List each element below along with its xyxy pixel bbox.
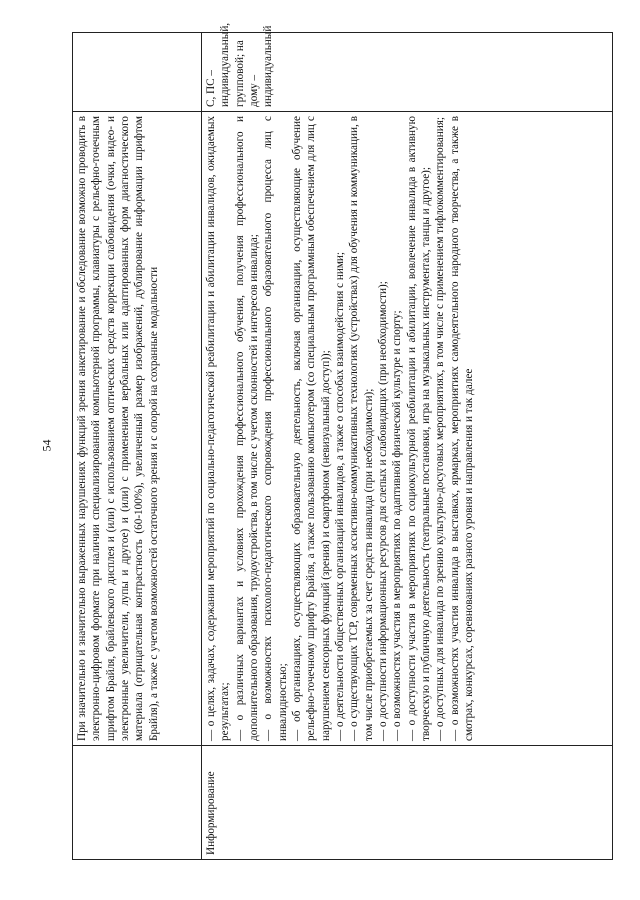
list-item: — о возможностях участия инвалида в выставках, ярмарках, мероприятиях самодеятельного народного творчества, а также в смотрах, конкурсах, соревнованиях разного уровня и направления и так далее: [448, 116, 475, 741]
page-number: 54: [39, 439, 54, 452]
list-item: — о деятельности общественных организаций инвалидов, а также о способах взаимодействия с ними;: [333, 251, 346, 741]
rotated-table-container: [72, 22, 613, 860]
table-cell-form-informing: С, ПС – индивидуальный, групповой; на дому – индивидуальный: [202, 33, 613, 112]
list-item: — о доступных для инвалида по зрению культурно-досуговых мероприятиях, в том числе с применением тифлокомментирования;: [434, 116, 447, 741]
rehabilitation-table: [72, 22, 613, 860]
list-item: — о возможностях психолого-педагогического сопровождения профессионального образовательного процесса лиц с инвалидностью;: [262, 116, 289, 741]
table-row-assessment: [73, 33, 202, 860]
table-cell-assessment-text: При значительно и значительно выраженных нарушениях функций зрения анкетирование и обследование возможно проводить в электронно-цифровом формате при наличии специализированной компьютерной программы, клавиатуры с рельефно-точечным шрифтом Брайля, брайлевского дисплея и (или) с использованием оптических средств коррекции слабовидения (очки, видео- и электронные увеличители, лупы и другое) и (или) с применением вербальных или адаптированных форм диагностического материала (отрицательная контрастность (60-100%), увеличенный размер изображений, дублирование информации шрифтом Брайля), а также с учетом возможностей остаточного зрения и с опорой на сохранные модальности: [73, 112, 202, 746]
table-row-informing: [202, 33, 613, 860]
table-cell-informing-list: [202, 112, 613, 746]
list-item: — о целях, задачах, содержании мероприятий по социально-педагогической реабилитации и абилитации инвалидов, ожидаемых результатах;: [205, 116, 232, 741]
list-item: — о возможностях участия в мероприятиях по адаптивной физической культуре и спорту;: [391, 310, 404, 741]
list-item: — о существующих ТСР, современных ассистивно-коммуникативных технологиях (устройствах) для обучения и коммуникации, в том числе приобретаемых за счет средств инвалида (при необходимости);: [348, 116, 375, 741]
list-item: — о доступности информационных ресурсов для слепых и слабовидящих (при необходимости);: [376, 281, 389, 741]
table-cell-form-empty: [73, 33, 202, 112]
table-cell-label-informing: Информирование: [202, 746, 613, 860]
list-item: — о различных вариантах и условиях прохождения профессионального обучения, получения профессионального и дополнительного образования, трудоустройства, в том числе с учетом склонностей и интересов инвалида;: [233, 116, 260, 741]
list-item: — об организациях, осуществляющих образовательную деятельность, включая организации, осуществляющие обучение рельефно-точечному шрифту Брайля, а также пользованию компьютером (со специальным программным обеспечением для лиц с нарушением сенсорных функций (зрения) и смартфоном (невизуальный доступ));: [290, 116, 332, 741]
table-cell-label-empty: [73, 746, 202, 860]
list-item: — о доступности участия в мероприятиях по социокультурной реабилитации и абилитации, вовлечение инвалида в активную творческую и публичную деятельность (театральные постановки, игра на музыкальных инструментах, танцы и другое);: [405, 116, 432, 741]
